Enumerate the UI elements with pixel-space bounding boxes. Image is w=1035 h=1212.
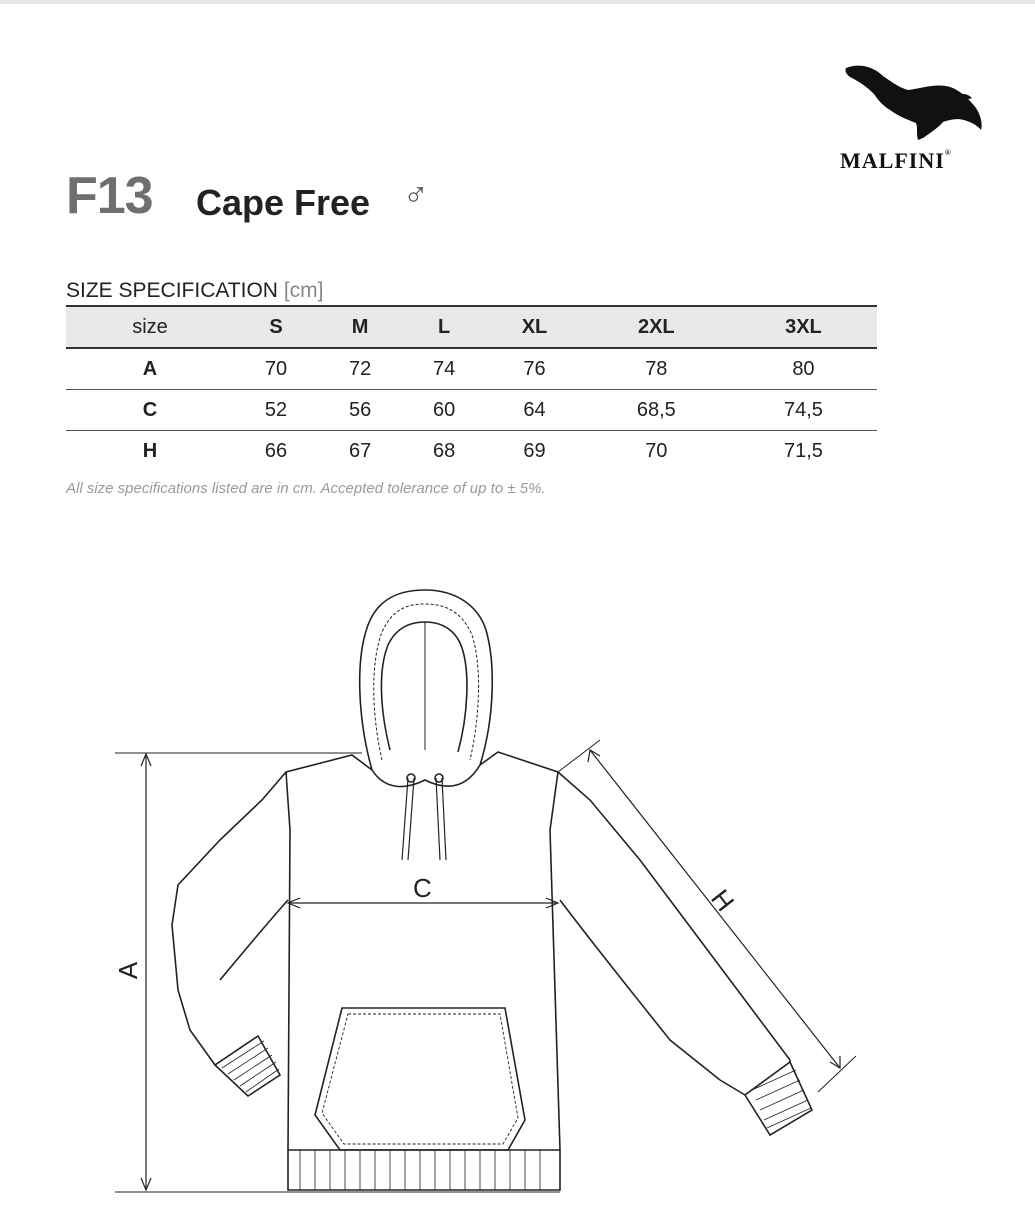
dimension-label-a: A — [113, 961, 144, 980]
table-header-cell: 2XL — [583, 306, 730, 348]
table-cell: 52 — [234, 390, 318, 431]
table-header-cell: 3XL — [730, 306, 877, 348]
table-cell: 56 — [318, 390, 402, 431]
table-header-cell: size — [66, 306, 234, 348]
table-cell: 68,5 — [583, 390, 730, 431]
eagle-logo-icon — [838, 58, 988, 143]
top-border — [0, 0, 1035, 4]
table-cell: 72 — [318, 348, 402, 390]
brand-logo — [832, 58, 992, 178]
table-header-cell: XL — [486, 306, 583, 348]
dimension-label-c: C — [413, 873, 432, 903]
table-cell: 80 — [730, 348, 877, 390]
table-cell: 60 — [402, 390, 486, 431]
table-cell: 76 — [486, 348, 583, 390]
table-cell: 68 — [433, 439, 456, 462]
table-row — [66, 390, 877, 431]
table-cell: 70 — [234, 348, 318, 390]
table-cell: 67 — [348, 439, 372, 462]
table-header-row — [66, 306, 877, 348]
table-cell: 78 — [583, 348, 730, 390]
table-cell: 64 — [486, 390, 583, 431]
brand-name: MALFINI® — [840, 148, 952, 173]
table-cell: 66 — [264, 439, 288, 462]
product-code: F13 — [66, 167, 153, 225]
spec-title: SIZE SPECIFICATION [cm] — [66, 279, 324, 302]
table-cell: 69 — [523, 439, 546, 462]
table-cell: 74 — [402, 348, 486, 390]
table-cell: 71,5 — [783, 439, 823, 462]
table-header-cell: S — [234, 306, 318, 348]
table-row — [66, 348, 877, 390]
spec-unit: [cm] — [283, 279, 324, 302]
table-cell: C — [66, 390, 234, 431]
male-symbol-icon: ♂ — [403, 176, 429, 214]
table-cell: A — [66, 348, 234, 390]
tolerance-note: All size specifications listed are in cm. Accepted tolerance of up to ± 5%. — [66, 480, 546, 497]
table-row — [66, 431, 877, 472]
size-table — [66, 305, 877, 471]
dimension-label-h: H — [705, 883, 741, 917]
table-cell: H — [142, 439, 158, 462]
table-header-cell: L — [402, 306, 486, 348]
product-name: Cape Free — [196, 182, 371, 223]
table-cell: 70 — [645, 439, 668, 462]
hoodie-technical-drawing — [100, 570, 880, 1200]
table-header-cell: M — [318, 306, 402, 348]
table-cell: 74,5 — [730, 390, 877, 431]
